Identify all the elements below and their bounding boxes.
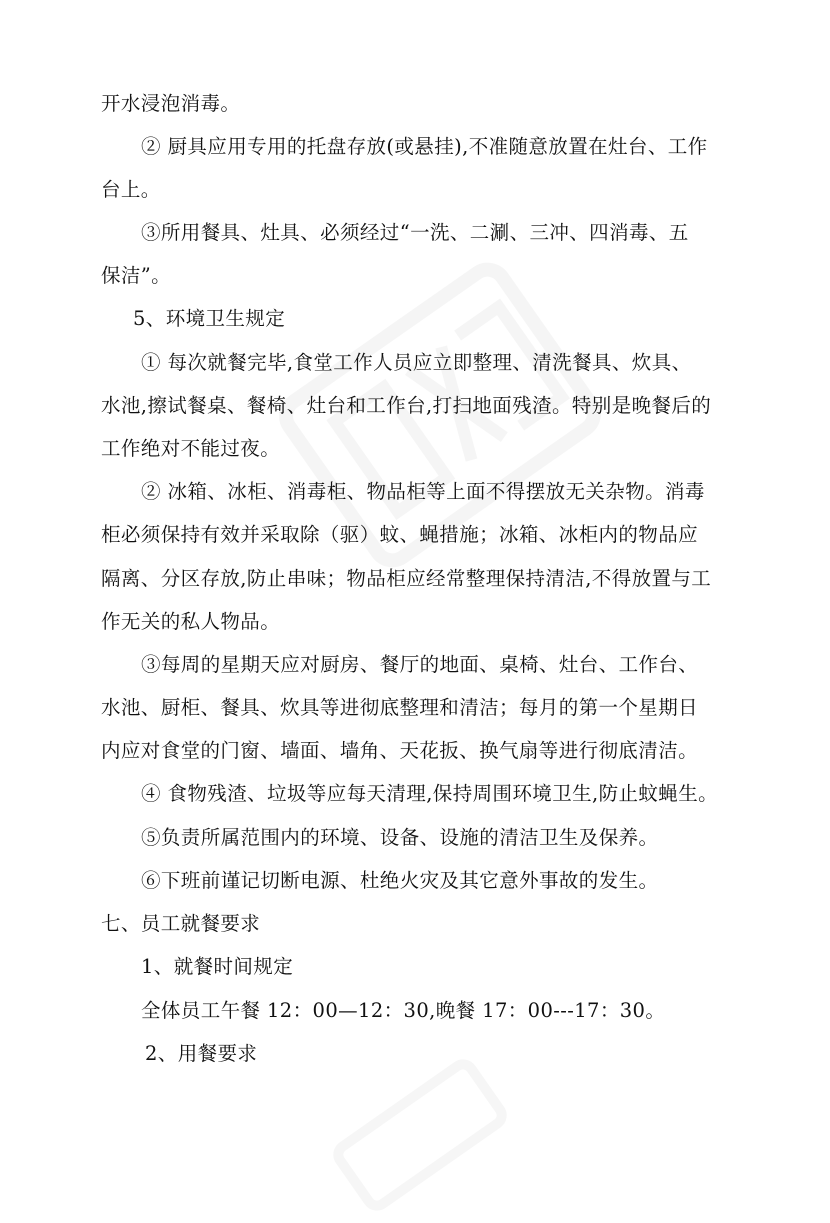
text-line: 保洁”。 [101, 264, 172, 287]
watermark-stamp-bottom [320, 1047, 519, 1223]
text-line: 柜必须保持有效并采取除（驱）蚊、蝇措施；冰箱、冰柜内的物品应 [101, 523, 699, 546]
chapter-heading: 七、员工就餐要求 [101, 912, 261, 935]
section-heading: 2、用餐要求 [145, 1042, 258, 1065]
text-line: ⑤负责所属范围内的环境、设备、设施的清洁卫生及保养。 [141, 826, 659, 849]
text-line: 作无关的私人物品。 [101, 610, 281, 633]
text-line: 水池、厨柜、餐具、炊具等进彻底整理和清洁；每月的第一个星期日 [101, 696, 699, 719]
text-line: 开水浸泡消毒。 [101, 92, 241, 115]
section-heading: 5、环境卫生规定 [133, 307, 286, 330]
text-line: 内应对食堂的门窗、墙面、墙角、天花扳、换气扇等进行彻底清洁。 [101, 739, 699, 762]
text-line: 水池,擦试餐桌、餐椅、灶台和工作台,打扫地面残渣。特别是晚餐后的 [101, 394, 712, 417]
text-line: ⑥下班前谨记切断电源、杜绝火灾及其它意外事故的发生。 [141, 869, 659, 892]
text-line: 隔离、分区存放,防止串味；物品柜应经常整理保持清洁,不得放置与工 [101, 567, 712, 590]
text-line: ② 冰箱、冰柜、消毒柜、物品柜等上面不得摆放无关杂物。消毒 [141, 480, 705, 503]
text-line: 工作绝对不能过夜。 [101, 437, 281, 460]
text-line: 台上。 [101, 178, 161, 201]
section-heading: 1、就餐时间规定 [141, 955, 294, 978]
text-line: 全体员工午餐 12：00—12：30,晚餐 17：00---17：30。 [141, 999, 666, 1022]
text-line: ④ 食物残渣、垃圾等应每天清理,保持周围环境卫生,防止蚊蝇生。 [141, 782, 718, 805]
text-line: ③每周的星期天应对厨房、餐厅的地面、桌椅、灶台、工作台、 [141, 653, 699, 676]
text-line: ② 厨具应用专用的托盘存放(或悬挂),不准随意放置在灶台、工作 [141, 135, 708, 158]
text-line: ③所用餐具、灶具、必须经过“一洗、二涮、三冲、四消毒、五 [141, 221, 689, 244]
text-line: ① 每次就餐完毕,食堂工作人员应立即整理、清洗餐具、炊具、 [141, 351, 692, 374]
